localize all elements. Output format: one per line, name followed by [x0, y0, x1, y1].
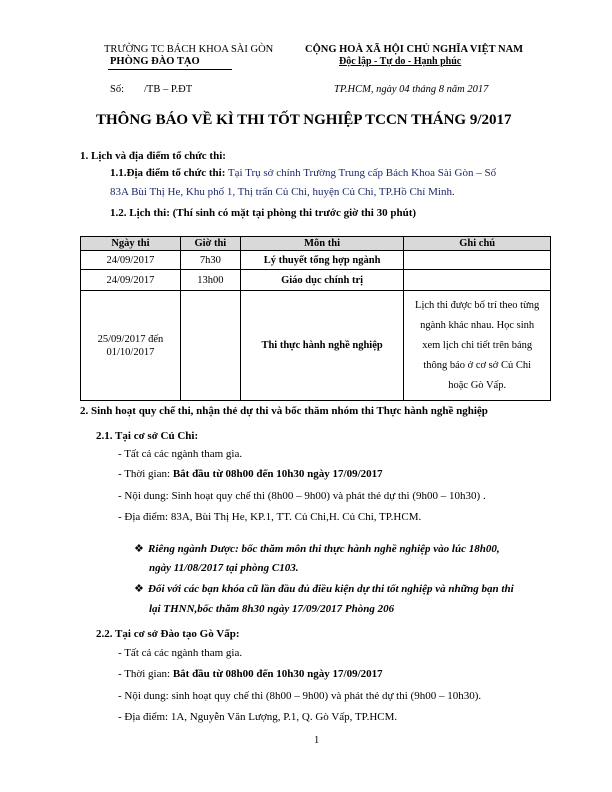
govap-content: - Nội dung: sinh hoạt quy chế thi (8h00 – 9h00) và phát thẻ dự thi (9h00 – 10h30).: [118, 690, 482, 702]
note-line: xem lịch chi tiết trên bảng: [422, 339, 533, 351]
venue-label: 1.1.Địa điểm tổ chức thi:: [110, 167, 226, 179]
national-motto: Độc lập - Tự do - Hạnh phúc: [339, 56, 462, 67]
cuchi-time-value: Bắt đầu từ 08h00 đến 10h30 ngày 17/09/2017: [172, 468, 383, 480]
section1-heading: 1. Lịch và địa điểm tổ chức thi:: [80, 150, 226, 162]
bullet-old-students: [134, 582, 514, 595]
table-row: [81, 291, 551, 401]
page-title: THÔNG BÁO VỀ KÌ THI TỐT NGHIỆP TCCN THÁNG 9/2017: [96, 112, 512, 128]
diamond-bullet-icon: ❖: [134, 543, 144, 555]
bullet-pharmacy-cont: ngày 11/08/2017 tại phòng C103.: [149, 562, 299, 574]
bullet-pharmacy-text: Riêng ngành Dược: bốc thăm môn thi thực hành nghề nghiệp vào lúc 18h00,: [148, 543, 500, 555]
cell-note: [404, 251, 551, 270]
cell-subject: Thi thực hành nghề nghiệp: [240, 291, 404, 401]
department-name: PHÒNG ĐÀO TẠO: [110, 56, 200, 67]
cuchi-participants: - Tất cả các ngành tham gia.: [118, 448, 243, 460]
cell-note: [404, 291, 551, 401]
doc-number-label: Số:: [110, 84, 125, 95]
cell-date: 24/09/2017: [81, 251, 181, 270]
govap-time-line: [118, 668, 383, 680]
govap-address: - Địa điểm: 1A, Nguyễn Văn Lượng, P.1, Q. Gò Vấp, TP.HCM.: [118, 711, 398, 723]
govap-time-value: Bắt đầu từ 08h00 đến 10h30 ngày 17/09/2017: [172, 668, 383, 680]
cuchi-content: - Nội dung: Sinh hoạt quy chế thi (8h00 – 9h00) và phát thẻ dự thi (9h00 – 10h30) .: [118, 490, 486, 502]
venue-line-1: [110, 167, 496, 179]
schedule-label: 1.2. Lịch thi: (Thí sinh có mặt tại phòng thi trước giờ thi 30 phút): [110, 207, 417, 219]
cuchi-time-line: [118, 468, 383, 480]
cuchi-time-label: - Thời gian:: [118, 468, 173, 480]
note-line: Lịch thi được bố trí theo từng: [415, 299, 540, 311]
bullet-old-students-cont: lại THNN,bốc thăm 8h30 ngày 17/09/2017 Phòng 206: [149, 603, 395, 615]
col-header-time: Giờ thi: [180, 237, 240, 251]
note-line: thông báo ở cơ sở Củ Chi: [423, 359, 531, 371]
nation-name: CỘNG HOÀ XÃ HỘI CHỦ NGHĨA VIỆT NAM: [305, 44, 524, 55]
doc-number: /TB – P.ĐT: [144, 84, 193, 95]
col-header-note: Ghi chú: [404, 237, 551, 251]
exam-schedule-table: [80, 236, 551, 401]
bullet-old-students-text: Đối với các bạn khóa cũ lần đầu đủ điều kiện dự thi tốt nghiệp và những bạn thi: [148, 583, 514, 595]
cell-subject: Giáo dục chính trị: [240, 270, 404, 291]
cuchi-heading: 2.1. Tại cơ sở Củ Chi:: [96, 430, 199, 442]
cuchi-address: - Địa điểm: 83A, Bùi Thị He, KP.1, TT. Củ Chi,H. Củ Chi, TP.HCM.: [118, 511, 422, 523]
table-row: [81, 251, 551, 270]
venue-text-2: 83A Bùi Thị He, Khu phố 1, Thị trấn Củ Chi, huyện Củ Chi, TP.Hồ Chí Minh.: [110, 186, 455, 198]
cell-date: 25/09/2017 đến 01/10/2017: [81, 291, 181, 401]
govap-participants: - Tất cả các ngành tham gia.: [118, 647, 243, 659]
table-header-row: [81, 237, 551, 251]
page-number: 1: [314, 735, 320, 746]
note-line: ngành khác nhau. Học sinh: [420, 319, 535, 331]
venue-text-1: Tại Trụ sở chính Trường Trung cấp Bách Khoa Sài Gòn – Số: [225, 167, 497, 179]
diamond-bullet-icon: ❖: [134, 583, 144, 595]
cell-time: 13h00: [180, 270, 240, 291]
col-header-date: Ngày thi: [81, 237, 181, 251]
cell-note: [404, 270, 551, 291]
note-line: hoặc Gò Vấp.: [448, 379, 507, 391]
department-underline: [108, 69, 232, 70]
doc-date: TP.HCM, ngày 04 tháng 8 năm 2017: [334, 84, 489, 95]
section2-heading: 2. Sinh hoạt quy chế thi, nhận thẻ dự thi và bốc thăm nhóm thi Thực hành nghề nghiệp: [80, 405, 488, 417]
table-row: [81, 270, 551, 291]
cell-time: [180, 291, 240, 401]
col-header-subject: Môn thi: [240, 237, 404, 251]
govap-heading: 2.2. Tại cơ sở Đào tạo Gò Vấp:: [96, 628, 240, 640]
cell-time: 7h30: [180, 251, 240, 270]
cell-date: 24/09/2017: [81, 270, 181, 291]
cell-subject: Lý thuyết tổng hợp ngành: [240, 251, 404, 270]
school-name: TRƯỜNG TC BÁCH KHOA SÀI GÒN: [104, 44, 274, 55]
bullet-pharmacy: [134, 542, 500, 555]
govap-time-label: - Thời gian:: [118, 668, 173, 680]
